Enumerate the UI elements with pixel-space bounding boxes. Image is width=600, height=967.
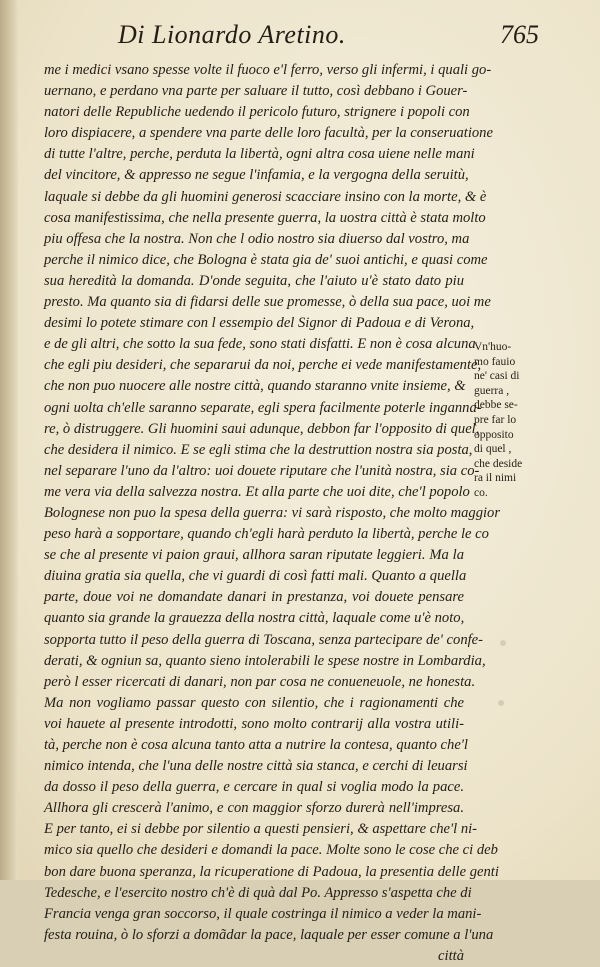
text-line: uernano, e perdano vna parte per saluare il tutto, così debbano i Gouer- <box>44 83 468 100</box>
marginal-note-line: mo fauio <box>474 355 516 368</box>
text-line: re, ò distruggere. Gli huomini saui adunque, debbon far l'opposito di quel, <box>44 420 480 437</box>
marginal-note-line: pre far lo <box>474 413 517 426</box>
text-line: che egli piu desideri, che separarui da noi, perche ei vede manifestamente, <box>44 357 482 374</box>
ink-bleed-spot <box>498 700 504 706</box>
marginal-note-line: debbe se- <box>474 399 518 412</box>
text-line: perche il nimico dice, che Bologna è stata gia de' suoi antichi, e quasi come <box>44 251 488 268</box>
text-line: che desidera il nimico. E se egli stima che la destruttion nostra sia posta, <box>44 441 473 458</box>
text-line: festa rouina, ò lo sforzi a domãdar la pace, laquale per esser comune a l'una <box>44 926 494 943</box>
marginal-note-line: guerra , <box>474 384 510 397</box>
text-line: di tutte l'altre, perche, perduta la libertà, ogni altra cosa uiene nelle mani <box>44 146 475 163</box>
page-header <box>0 18 600 54</box>
text-line: quanto sia grande la grauezza della nostra città, laquale come u'è noto, <box>44 610 465 627</box>
text-line: nel separare l'uno da l'altro: uoi douete riputare che l'unità nostra, sia co- <box>44 462 480 479</box>
text-line: però l esser ricercati di danari, non par cosa ne conueneuole, ne honesta. <box>44 673 476 690</box>
text-line: che non puo nuocere alle nostre città, quando staranno vnite insieme, & <box>44 378 466 395</box>
text-line: me vera via della salvezza nostra. Et alla parte che uoi dite, che'l popolo <box>44 483 470 500</box>
text-line: e de gli altri, che sotto la sua fede, sono stati disfatti. E non è cosa alcuna <box>44 336 476 353</box>
text-line: da dosso il peso della guerra, e cercare in qual si voglia modo la pace. <box>44 779 464 796</box>
text-line: peso harà a sopportare, quando ch'egli harà perduto la libertà, perche le co <box>44 526 489 543</box>
text-line: Francia venga gran soccorso, il quale costringa il nimico a veder la mani- <box>44 905 482 922</box>
text-line: parte, doue voi ne domandate danari in prestanza, voi douete pensare <box>44 589 464 606</box>
text-line: del vincitore, & appresso ne segue l'infamia, e la vergogna della seruitù, <box>44 167 469 184</box>
text-line: piu offesa che la nostra. Non che l odio nostro sia diuerso dal vostro, ma <box>44 230 470 247</box>
marginal-note-line: ne' casi di <box>474 370 520 383</box>
text-line: Allhora gli crescerà l'animo, e con maggior sforzo durerà nell'impresa. <box>44 800 464 817</box>
text-line: loro dispiacere, a spendere vna parte delle loro facultà, per la conseruatione <box>44 125 493 142</box>
text-line: voi hauete al presente introdotti, sono molto contrarij alla vostra utili- <box>44 715 464 732</box>
catchword: città <box>438 947 464 964</box>
text-line: desimi lo potete stimare con l essempio del Signor di Padoua e di Verona, <box>44 315 475 332</box>
running-head: Di Lionardo Aretino. <box>118 20 346 49</box>
marginal-note <box>474 340 558 501</box>
text-line: tà, perche non è cosa alcuna tanto atta a nutrire la contesa, quanto che'l <box>44 737 468 753</box>
page-number: 765 <box>500 20 539 49</box>
text-line: E per tanto, ei si debbe por silentio a questi pensieri, & aspettare che'l ni- <box>44 821 478 838</box>
text-line: nimico intenda, che l'una delle nostre città sia stanca, e cerchi di leuarsi <box>44 758 468 775</box>
text-line: derati, & ogniun sa, quanto sieno intolerabili le spese nostre in Lombardia, <box>44 652 486 669</box>
text-line: Bolognese non puo la spesa della guerra: vi sarà risposto, che molto maggior <box>44 504 501 521</box>
text-line: mico sia quello che desideri e domandi la pace. Molte sono le cose che ci deb <box>44 842 498 859</box>
text-line: sua heredità la domanda. D'onde seguita, che l'aiuto u'è stato dato piu <box>44 272 464 289</box>
marginal-note-line: che deside <box>474 457 523 470</box>
marginal-note-line: di quel , <box>474 443 512 456</box>
text-line: se che al presente vi paion graui, allhora saran riputate leggieri. Ma la <box>44 547 464 564</box>
text-line: sopporta tutto il peso della guerra di Toscana, senza partecipare de' confe- <box>44 631 484 648</box>
text-line: me i medici vsano spesse volte il fuoco e'l ferro, verso gli infermi, i quali go- <box>44 62 492 78</box>
marginal-note-line: co. <box>474 486 488 499</box>
marginal-note-line: opposito <box>474 428 514 441</box>
text-line: laquale si debbe da gli huomini generosi scacciare insino con la morte, & è <box>44 188 487 205</box>
text-line: diuina gratia sia quella, che vi guardi di così fatti mali. Quanto a quella <box>44 568 467 585</box>
marginal-note-line: Vn'huo- <box>474 341 512 353</box>
marginal-note-line: ra il nimi <box>474 472 517 485</box>
text-line: bon dare buona speranza, la ricuperatione di Padoua, la presentia delle genti <box>44 863 499 880</box>
text-line: cosa manifestissima, che nella presente guerra, la uostra città è stata molto <box>44 209 486 226</box>
ink-bleed-spot <box>500 640 506 646</box>
text-line: natori delle Republiche uedendo il pericolo futuro, strignere i popoli con <box>44 104 470 121</box>
text-line: Tedesche, e l'esercito nostro ch'è di quà dal Po. Appresso s'aspetta che di <box>44 884 472 901</box>
text-line: ogni uolta ch'elle saranno separate, egli spera facilmente poterle inganna- <box>44 399 482 416</box>
text-line: Ma non vogliamo passar questo con silentio, che i ragionamenti che <box>44 694 464 711</box>
text-line: presto. Ma quanto sia di fidarsi delle sue promesse, ò della sua pace, uoi me <box>44 294 491 311</box>
